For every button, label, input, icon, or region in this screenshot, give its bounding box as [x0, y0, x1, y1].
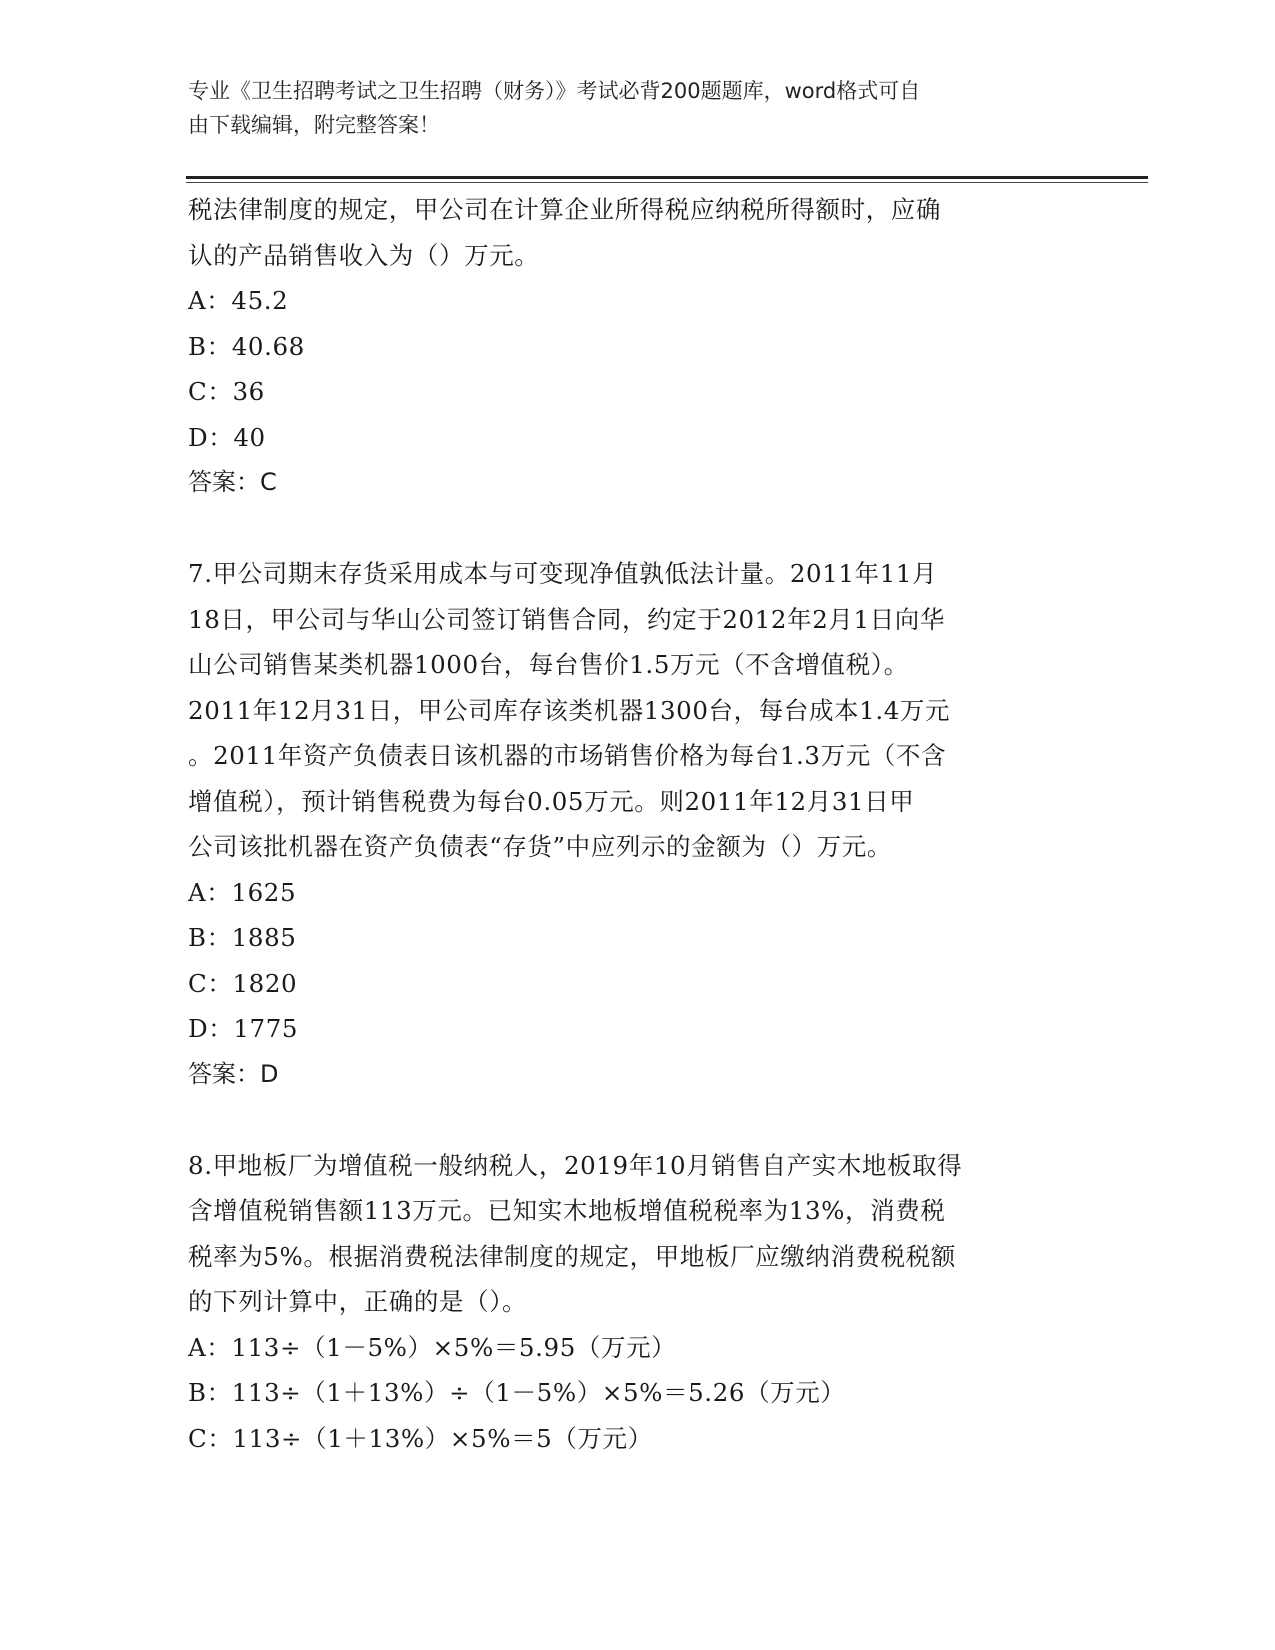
option-a: A：45.2	[188, 286, 289, 315]
option-a: A：1625	[188, 877, 297, 907]
stem-line: 的下列计算中，正确的是（）。	[188, 1287, 528, 1316]
header-line-2: 由下载编辑，附完整答案！	[188, 113, 440, 137]
stem-line: 增值税），预计销售税费为每台0.05万元。则2011年12月31日甲	[188, 786, 915, 816]
stem-line: 含增值税销售额113万元。已知实木地板增值税税率为13%，消费税	[188, 1196, 946, 1225]
stem-line: 2011年12月31日，甲公司库存该类机器1300台，每台成本1.4万元	[188, 695, 951, 725]
spacer	[188, 1097, 1088, 1143]
answer: 答案：C	[188, 468, 277, 496]
header-rule-thick	[186, 176, 1148, 179]
header-line-1: 专业《卫生招聘考试之卫生招聘（财务）》考试必背200题题库，word格式可自	[188, 79, 921, 103]
stem-line: 7.甲公司期末存货采用成本与可变现净值孰低法计量。2011年11月	[188, 559, 938, 588]
question-7-stem	[188, 551, 1088, 870]
answer: 答案：D	[188, 1059, 279, 1088]
spacer	[188, 506, 1088, 552]
question-7	[188, 551, 1088, 1097]
page-header	[188, 74, 1068, 142]
header-rule-thin	[186, 182, 1148, 183]
stem-line: 18日，甲公司与华山公司签订销售合同，约定于2012年2月1日向华	[188, 604, 945, 634]
option-b: B：1885	[188, 923, 297, 952]
question-content	[188, 187, 1088, 1461]
stem-line: 公司该批机器在资产负债表“存货”中应列示的金额为（）万元。	[188, 832, 892, 861]
stem-line: 税法律制度的规定，甲公司在计算企业所得税应纳税所得额时，应确	[188, 195, 941, 224]
option-a: A：113÷（1－5%）×5%＝5.95（万元）	[188, 1332, 677, 1362]
stem-line: 税率为5%。根据消费税法律制度的规定，甲地板厂应缴纳消费税税额	[188, 1241, 956, 1271]
option-b: B：40.68	[188, 331, 305, 361]
option-d: D：1775	[188, 1014, 299, 1043]
question-6	[188, 187, 1088, 506]
option-d: D：40	[188, 422, 266, 452]
option-c: C：1820	[188, 968, 298, 998]
stem-line: 山公司销售某类机器1000台，每台售价1.5万元（不含增值税）。	[188, 650, 909, 679]
option-c: C：36	[188, 377, 265, 406]
question-8	[188, 1143, 1088, 1462]
stem-line: 认的产品销售收入为（）万元。	[188, 240, 540, 270]
question-6-stem	[188, 187, 1088, 278]
stem-line: 8.甲地板厂为增值税一般纳税人，2019年10月销售自产实木地板取得	[188, 1150, 963, 1180]
stem-line: 。2011年资产负债表日该机器的市场销售价格为每台1.3万元（不含	[188, 741, 947, 770]
question-8-stem	[188, 1143, 1088, 1325]
option-b: B：113÷（1＋13%）÷（1－5%）×5%＝5.26（万元）	[188, 1378, 846, 1407]
option-c: C：113÷（1＋13%）×5%＝5（万元）	[188, 1423, 653, 1453]
